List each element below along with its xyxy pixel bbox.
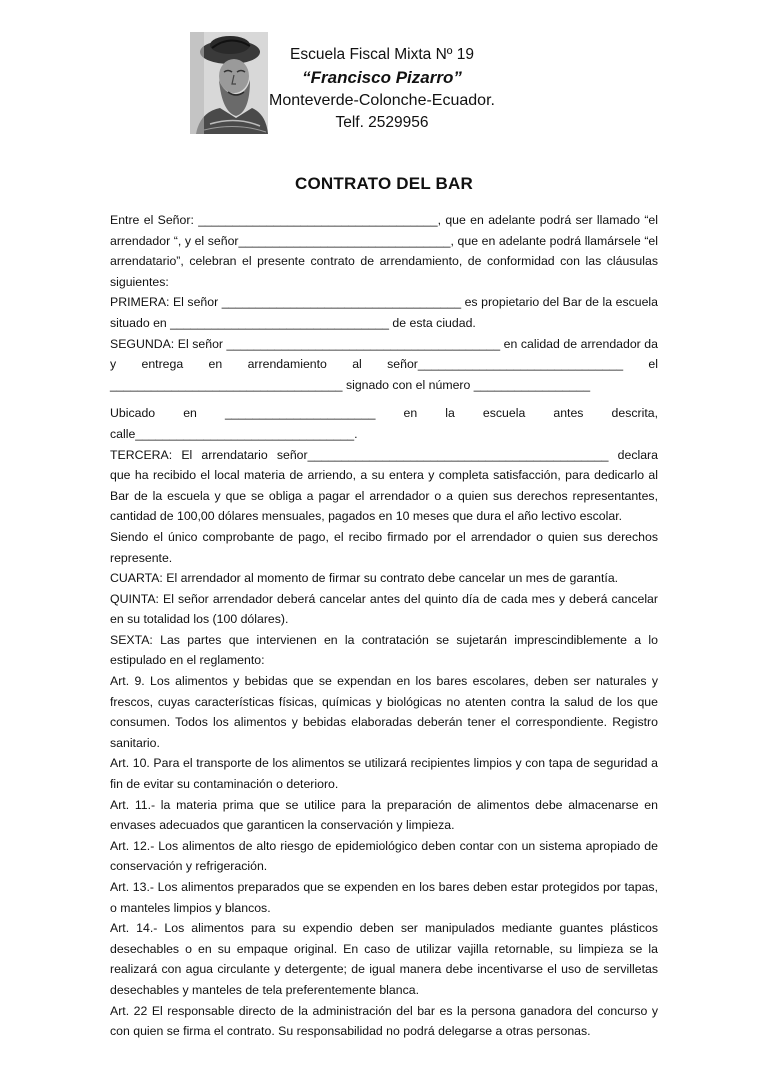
clause-sexta: SEXTA: Las partes que intervienen en la contratación se sujetarán imprescindiblemente a lo estipulado en el reglamento: [110,632,658,668]
francisco-pizarro-portrait [190,32,268,134]
school-phone: Telf. 2529956 [335,114,429,131]
article-12: Art. 12.- Los alimentos de alto riesgo de epidemiológico deben contar con un sistema apropiado de conservación y refrigeración. [110,838,658,874]
article-11: Art. 11.- la materia prima que se utilice para la preparación de alimentos debe almacenarse en envases adecuados que garanticen la conservación y limpieza. [110,797,658,833]
payment-receipt-paragraph: Siendo el único comprobante de pago, el recibo firmado por el arrendador o quien sus derechos represente. [110,529,658,565]
school-patron-name: “Francisco Pizarro” [302,68,462,87]
school-location: Monteverde-Colonche-Ecuador. [269,92,495,109]
location-paragraph: Ubicado en ______________________ en la escuela antes descrita, calle________________________________. [110,406,658,441]
article-13: Art. 13.- Los alimentos preparados que se expenden en los bares deben estar protegidos por tapas, o manteles limpios y blancos. [110,880,658,915]
clause-cuarta: CUARTA: El arrendador al momento de firmar su contrato debe cancelar un mes de garantía. [110,571,619,586]
school-name: Escuela Fiscal Mixta Nº 19 [290,46,474,63]
clause-quinta: QUINTA: El señor arrendador deberá cancelar antes del quinto día de cada mes y deberá cancelar en su totalidad los (100 dólares). [110,591,658,627]
clause-segunda: SEGUNDA: El señor ________________________________________ en calidad de arrendador da y entrega en arrendamiento al señor______________________________ el __________________________________ signado con el número _________________ [110,336,658,392]
clause-primera: PRIMERA: El señor ___________________________________ es propietario del Bar de la escuela situado en ________________________________ de esta ciudad. [110,295,658,330]
school-header [262,44,502,134]
article-14: Art. 14.- Los alimentos para su expendio deben ser manipulados mediante guantes plásticos desechables o en su empaque original. En caso de utilizar vajilla retornable, su limpieza se la realizará con agua circulante y detergente; de igual manera debe incentivarse el uso de servilletas desechables y manteles de tela preferentemente blanca. [110,921,658,997]
intro-paragraph: Entre el Señor: ___________________________________, que en adelante podrá ser llamado “el arrendador “, y el señor_______________________________, que en adelante podrá llamársele “el arrendatario”, celebran el presente contrato de arrendamiento, de conformidad con las cláusulas siguientes: [110,213,658,289]
article-9: Art. 9. Los alimentos y bebidas que se expendan en los bares escolares, deben ser naturales y frescos, cuyas características físicas, químicas y biológicas no atenten contra la salud de los que consumen. Todos los alimentos y bebidas elaboradas deberán tener el correspondiente. Registro sanitario. [110,674,658,750]
contract-body [110,210,658,1042]
article-22: Art. 22 El responsable directo de la administración del bar es la persona ganadora del concurso y con quien se firma el contrato. Su responsabilidad no podrá delegarse a otras personas. [110,1003,658,1039]
article-10: Art. 10. Para el transporte de los alimentos se utilizará recipientes limpios y con tapa de seguridad a fin de evitar su contaminación o deterioro. [110,756,658,792]
document-title: CONTRATO DEL BAR [295,174,473,193]
clause-tercera: TERCERA: El arrendatario señor____________________________________________ declara que ha recibido el local materia de arriendo, a su entera y completa satisfacción, para dedicarlo al Bar de la escuela y que se obliga a pagar el arrendador o a quien sus derechos representantes, cantidad de 100,00 dólares mensuales, pagados en 10 meses que dura el año lectivo escolar. [110,447,658,524]
